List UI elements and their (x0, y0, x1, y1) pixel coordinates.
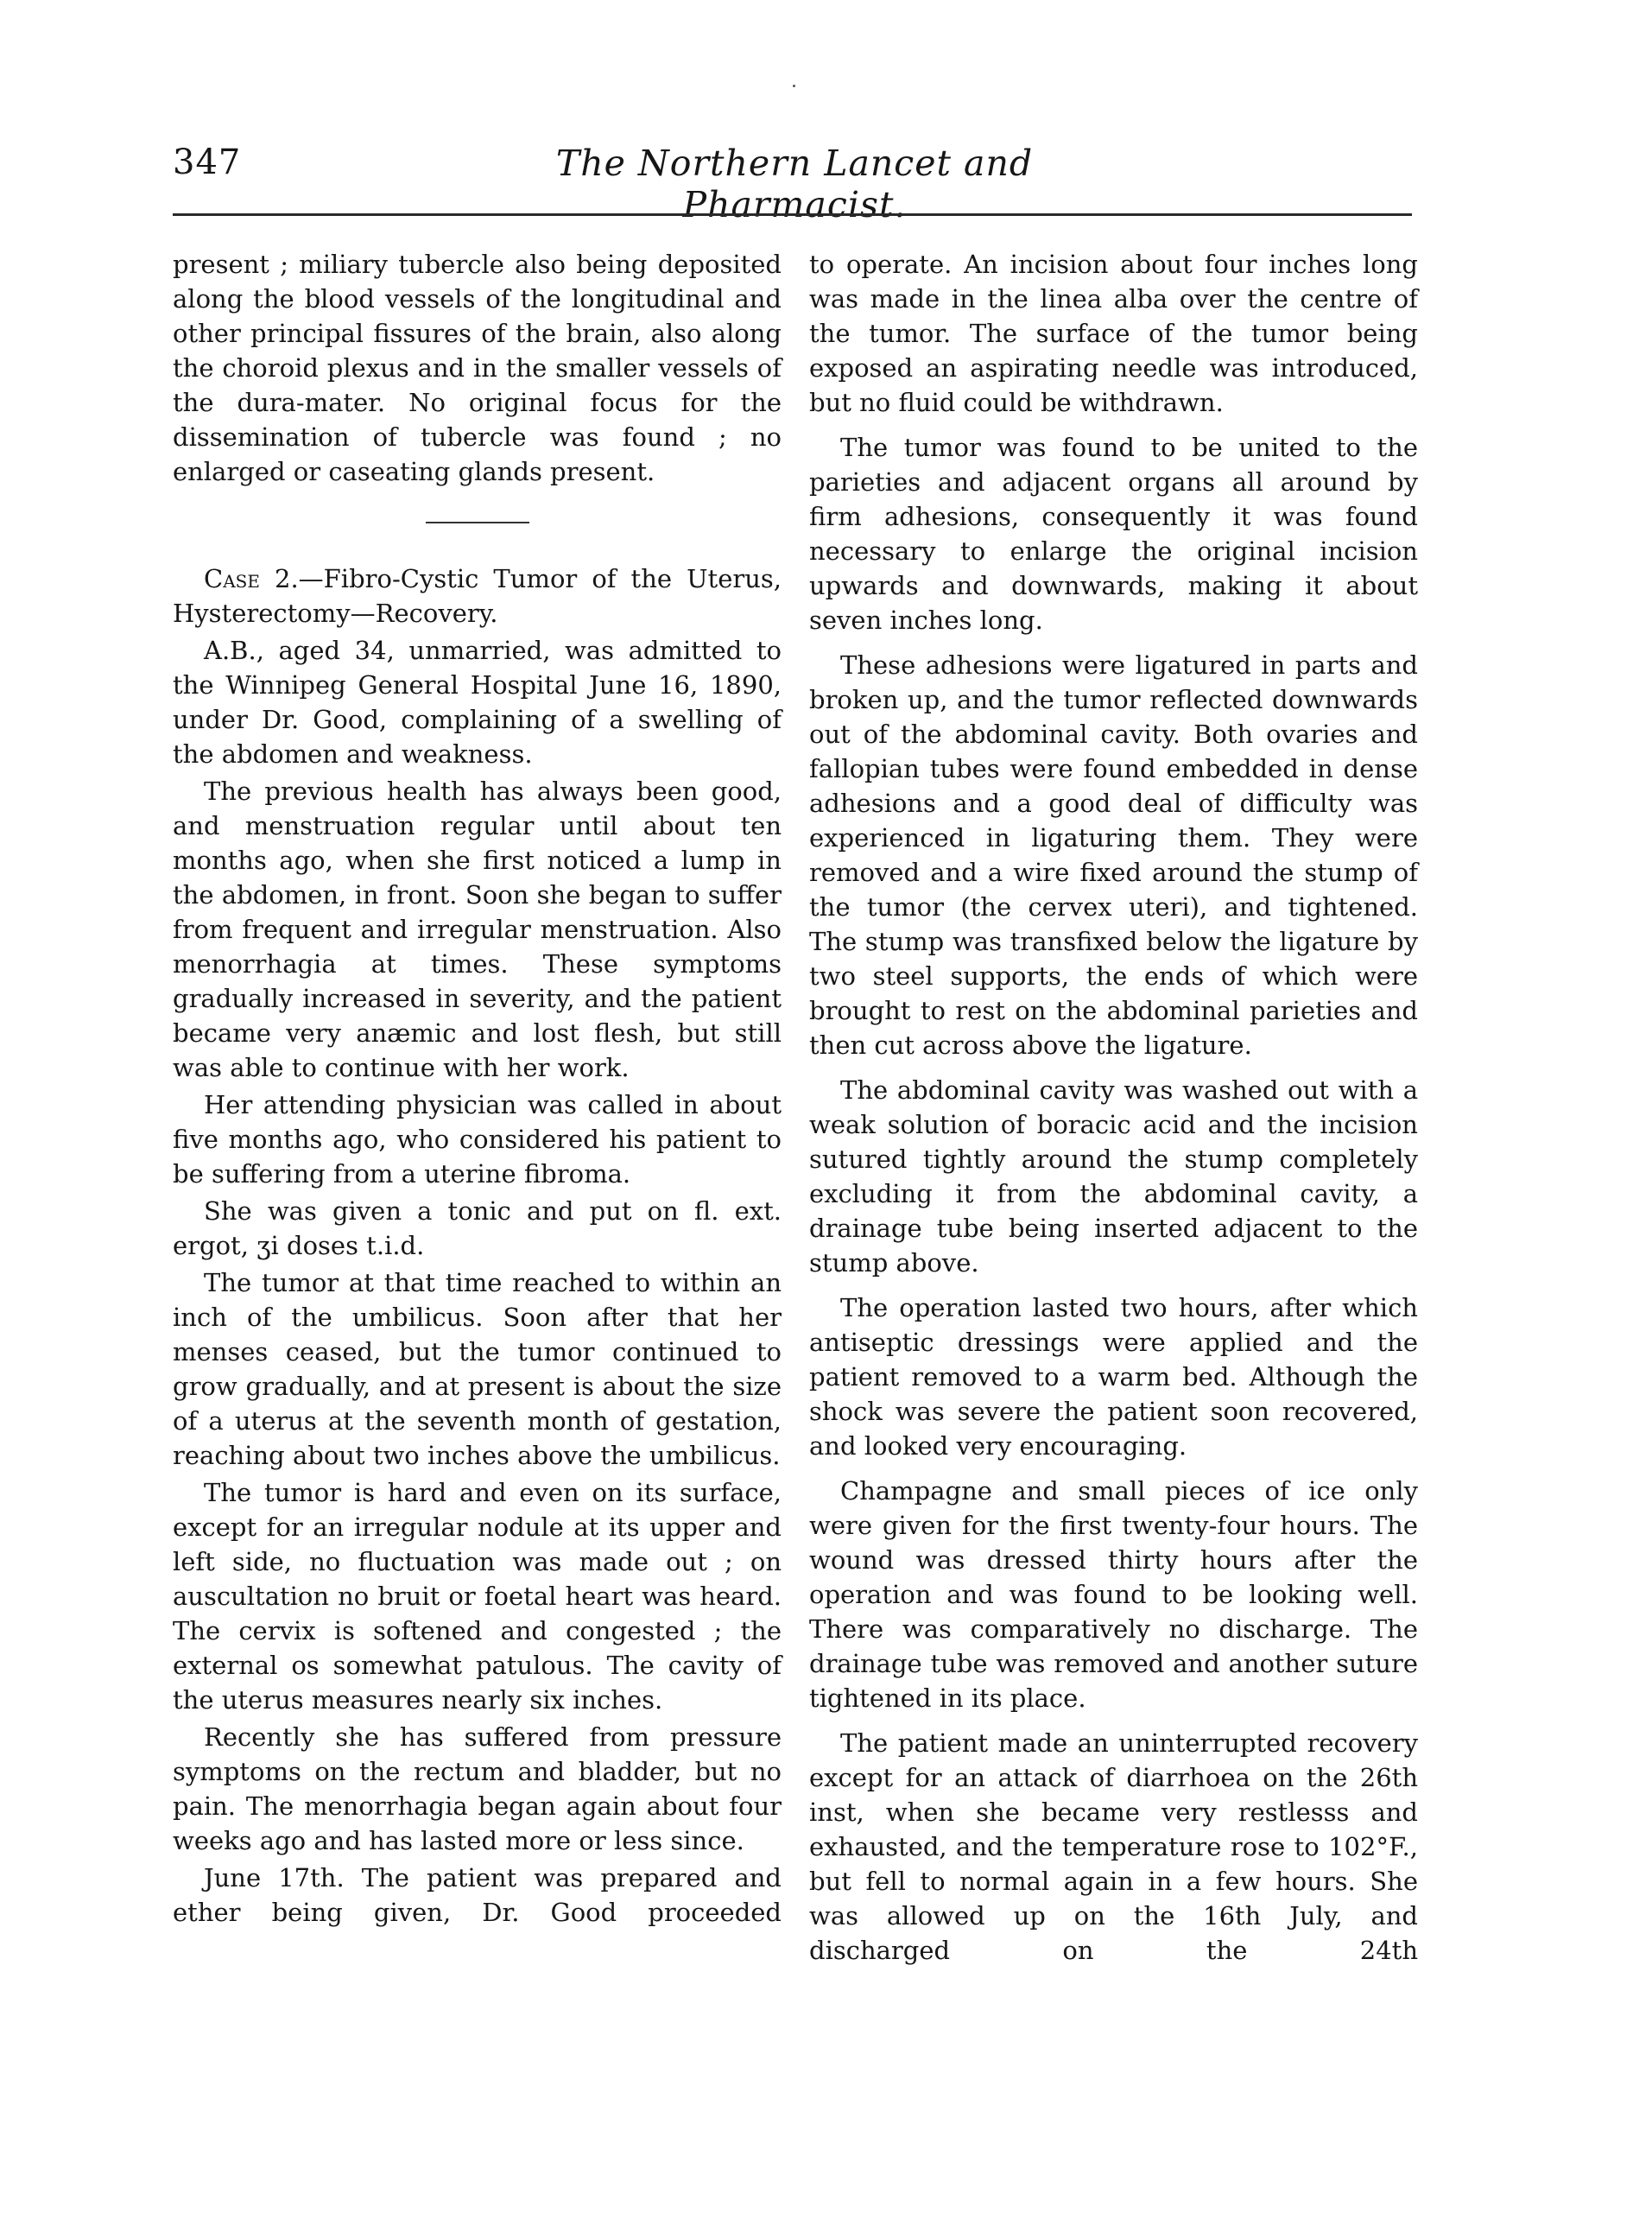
paragraph: The patient made an uninterrupted recovery except for an attack of diarrhoea on the 26th inst, when she became very restlesss and exhausted, and the temperature rose to 102°F., but fell to normal again in a few hours. She was allowed up on the 16th July, and discharged on the 24th (809, 1728, 1418, 1965)
page-header (173, 143, 1416, 225)
left-column (173, 247, 782, 1930)
case-title: 2.—Fibro-Cystic Tumor of the Uterus, Hysterectomy—Recovery. (173, 564, 782, 628)
paragraph: Recently she has suffered from pressure symptoms on the rectum and bladder, but no pain. The menorrhagia began again about four weeks ago and has lasted more or less since. (173, 1722, 782, 1855)
case-label: Case (204, 564, 260, 593)
paragraph: A.B., aged 34, unmarried, was admitted to the Winnipeg General Hospital June 16, 1890, under Dr. Good, complaining of a swelling of the abdomen and weakness. (173, 636, 782, 769)
paragraph: She was given a tonic and put on fl. ext. ergot, ʒi doses t.i.d. (173, 1196, 782, 1260)
case-heading (173, 561, 782, 631)
print-speck (793, 85, 795, 87)
paragraph: The tumor was found to be united to the parieties and adjacent organs all around by firm adhesions, consequently it was found necessary to enlarge the original incision upwards and downwards, making it about seven inches long. (809, 433, 1418, 635)
paragraph: The operation lasted two hours, after which antiseptic dressings were applied and the patient removed to a warm bed. Although the shock was severe the patient soon recovered, and looked very encouraging. (809, 1293, 1418, 1461)
paragraph: The abdominal cavity was washed out with a weak solution of boracic acid and the incision sutured tightly around the stump completely excluding it from the abdominal cavity, a drainage tube being inserted adjacent to the stump above. (809, 1075, 1418, 1278)
paragraph: The tumor at that time reached to within an inch of the umbilicus. Soon after that her menses ceased, but the tumor continued to grow gradually, and at present is about the size of a uterus at the seventh month of gestation, reaching about two inches above the umbilicus. (173, 1268, 782, 1470)
page-number: 347 (173, 143, 242, 182)
paragraph: Champagne and small pieces of ice only were given for the first twenty-four hours. The wound was dressed thirty hours after the operation and was found to be looking well. There was comparatively no discharge. The drainage tube was removed and another suture tightened in its place. (809, 1476, 1418, 1713)
paragraph: to operate. An incision about four inches long was made in the linea alba over the centre of the tumor. The surface of the tumor being exposed an aspirating needle was introduced, but no fluid could be withdrawn. (809, 250, 1418, 417)
paragraph: June 17th. The patient was prepared and ether being given, Dr. Good proceeded (173, 1863, 782, 1927)
section-separator (426, 522, 529, 523)
header-rule (173, 213, 1412, 216)
paragraph: present ; miliary tubercle also being deposited along the blood vessels of the longitudinal and other principal fissures of the brain, also along the choroid plexus and in the smaller vessels of the dura-mater. No original focus for the dissemination of tubercle was found ; no enlarged or caseating glands present. (173, 250, 782, 486)
paragraph: The tumor is hard and even on its surface, except for an irregular nodule at its upper and left side, no fluctuation was made out ; on auscultation no bruit or foetal heart was heard. The cervix is softened and congested ; the external os somewhat patulous. The cavity of the uterus measures nearly six inches. (173, 1478, 782, 1715)
running-title: The Northern Lancet and Pharmacist. (555, 143, 1034, 225)
paragraph: These adhesions were ligatured in parts and broken up, and the tumor reflected downwards out of the abdominal cavity. Both ovaries and fallopian tubes were found embedded in dense adhesions and a good deal of difficulty was experienced in ligaturing them. They were removed and a wire fixed around the stump of the tumor (the cervex uteri), and tightened. The stump was transfixed below the ligature by two steel supports, the ends of which were brought to rest on the abdominal parieties and then cut across above the ligature. (809, 650, 1418, 1060)
right-column (809, 247, 1418, 1968)
paragraph: Her attending physician was called in about five months ago, who considered his patient to be suffering from a uterine fibroma. (173, 1090, 782, 1189)
paragraph: The previous health has always been good, and menstruation regular until about ten months ago, when she first noticed a lump in the abdomen, in front. Soon she began to suffer from frequent and irregular menstruation. Also menorrhagia at times. These symptoms gradually increased in severity, and the patient became very anæmic and lost flesh, but still was able to continue with her work. (173, 777, 782, 1082)
